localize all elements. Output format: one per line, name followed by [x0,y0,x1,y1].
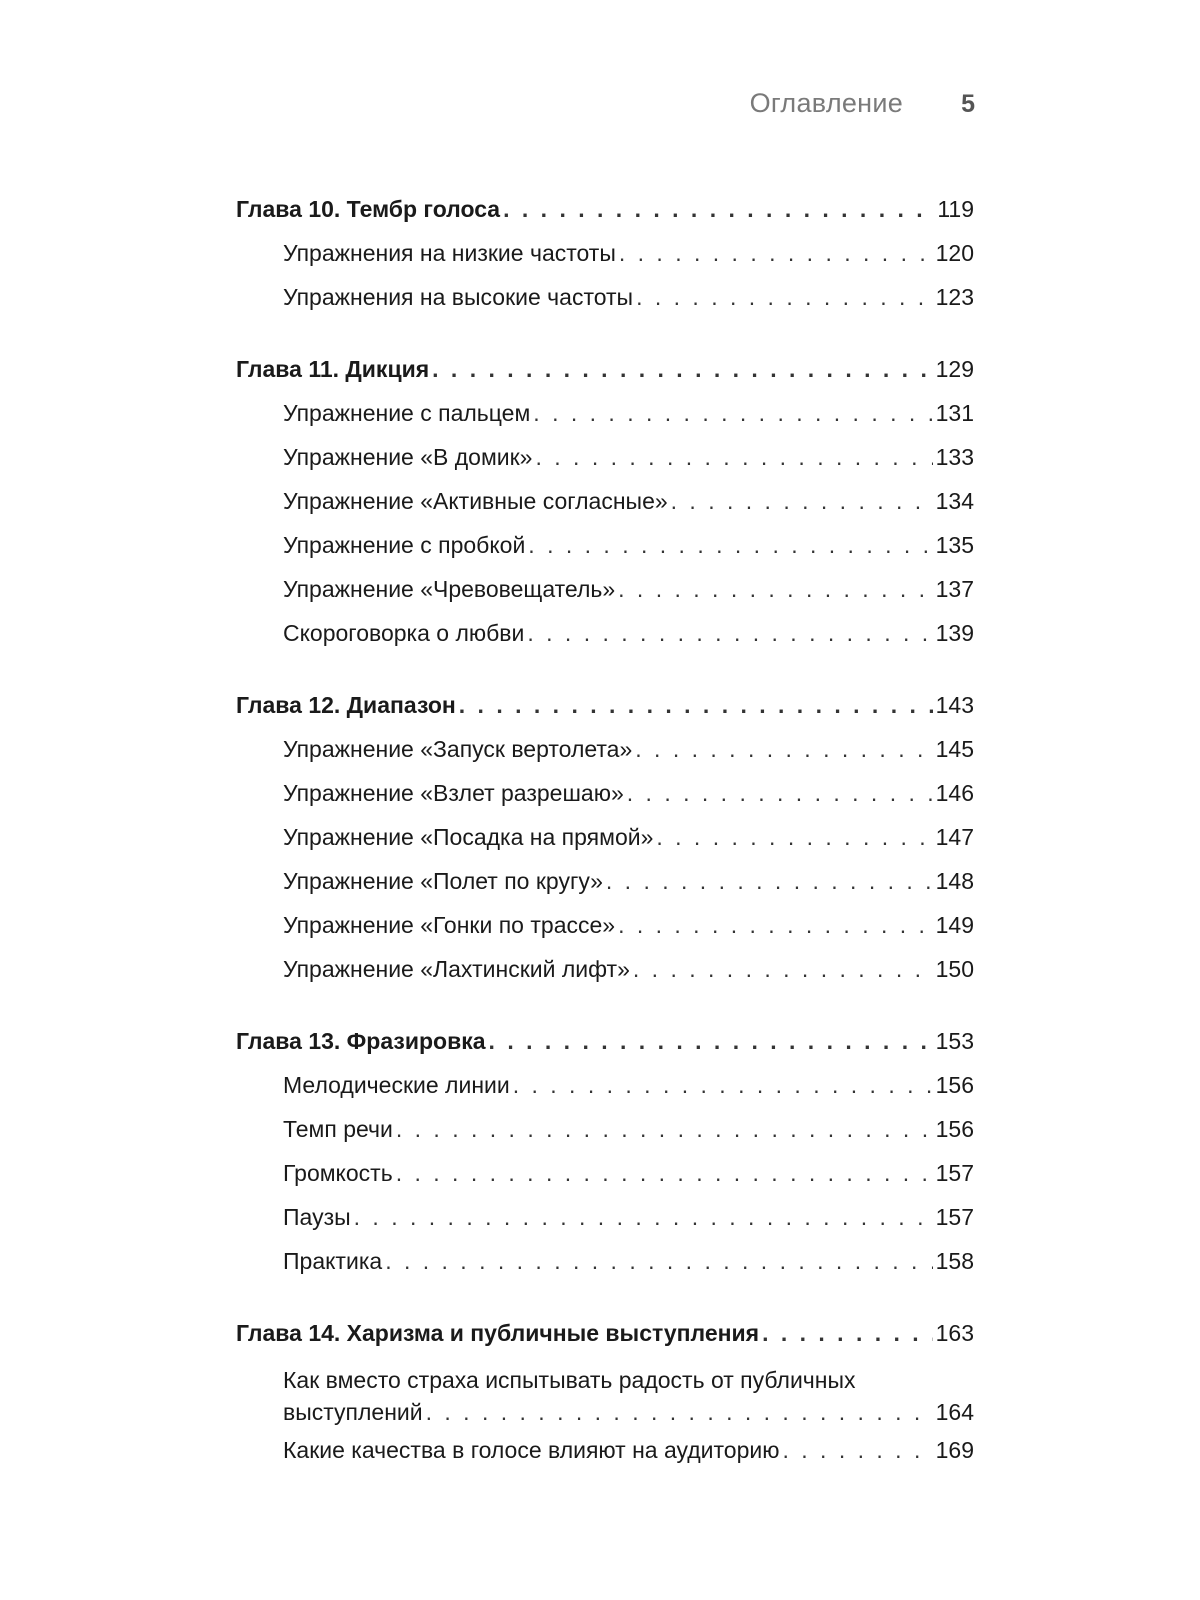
toc-section[interactable] [236,1115,974,1159]
section-title: Упражнение «Взлет разрешаю» [283,780,624,806]
dot-leader [627,779,933,807]
dot-leader [396,1115,933,1143]
chapter-title: Глава 13. Фразировка [236,1028,486,1054]
section-title: Упражнения на низкие частоты [283,240,616,266]
section-title: Паузы [283,1204,351,1230]
running-head-title: Оглавление [749,88,904,118]
section-page: 120 [935,240,974,266]
section-title: Практика [283,1248,383,1274]
toc-chapter-11[interactable] [236,355,974,399]
toc-section[interactable] [236,283,974,327]
toc-chapter-14[interactable] [236,1319,974,1363]
dot-leader [489,1027,933,1055]
toc-section[interactable] [236,443,974,487]
chapter-title: Глава 14. Харизма и публичные выступления [236,1320,760,1346]
dot-leader [528,531,932,559]
chapter-page: 119 [937,196,974,222]
dot-leader [619,239,933,267]
toc-section[interactable] [236,779,974,823]
toc-section[interactable] [236,1203,974,1247]
dot-leader [762,1319,933,1347]
dot-leader [636,283,933,311]
section-page: 139 [935,620,974,646]
section-page: 131 [935,400,974,426]
table-of-contents [236,195,974,1480]
toc-section[interactable] [236,399,974,443]
chapter-page: 143 [935,692,974,718]
section-title: Упражнение «Лахтинский лифт» [283,956,630,982]
toc-chapter-10[interactable] [236,195,974,239]
dot-leader [606,867,933,895]
section-page: 157 [935,1160,974,1186]
dot-leader [396,1159,933,1187]
toc-section[interactable] [236,1071,974,1115]
section-page: 164 [935,1399,974,1425]
chapter-title: Глава 10. Тембр голоса [236,196,501,222]
dot-leader [533,399,932,427]
running-head [700,88,975,128]
section-page: 150 [935,956,974,982]
toc-section[interactable] [236,911,974,955]
chapter-title: Глава 12. Диапазон [236,692,456,718]
section-title: Темп речи [283,1116,393,1142]
section-title: Мелодические линии [283,1072,510,1098]
section-page: 145 [935,736,974,762]
toc-section[interactable] [236,1247,974,1291]
section-title: Громкость [283,1160,393,1186]
dot-leader [535,443,932,471]
chapter-page: 153 [935,1028,974,1054]
toc-section[interactable] [236,487,974,531]
chapter-page: 163 [935,1320,974,1346]
chapter-page: 129 [935,356,974,382]
dot-leader [633,955,933,983]
toc-section[interactable] [236,531,974,575]
section-title: Скороговорка о любви [283,620,525,646]
toc-section[interactable] [236,1436,974,1480]
dot-leader [513,1071,933,1099]
toc-section-multiline[interactable] [236,1363,974,1426]
section-title: Упражнение «Запуск вертолета» [283,736,633,762]
toc-section[interactable] [236,735,974,779]
section-title: Упражнение «Чревовещатель» [283,576,616,602]
section-page: 146 [935,780,974,806]
section-title-line1: Как вместо страха испытывать радость от публичных [283,1367,856,1393]
toc-section[interactable] [236,239,974,283]
section-title-line2: выступлений [283,1399,423,1425]
toc-section[interactable] [236,955,974,999]
section-page: 135 [935,532,974,558]
section-page: 147 [935,824,974,850]
dot-leader [618,911,933,939]
section-page: 156 [935,1072,974,1098]
section-title: Упражнение «В домик» [283,444,533,470]
chapter-title: Глава 11. Дикция [236,356,430,382]
section-page: 149 [935,912,974,938]
dot-leader [635,735,932,763]
dot-leader [354,1203,933,1231]
toc-section[interactable] [236,823,974,867]
dot-leader [527,619,932,647]
section-page: 169 [935,1437,974,1463]
page-number: 5 [961,90,975,118]
section-page: 156 [935,1116,974,1142]
dot-leader [459,691,933,719]
dot-leader [618,575,932,603]
toc-section[interactable] [236,867,974,911]
section-title: Упражнение «Гонки по трассе» [283,912,616,938]
dot-leader [671,487,933,515]
section-title: Упражнение «Полет по кругу» [283,868,603,894]
section-page: 137 [935,576,974,602]
section-title: Упражнение с пальцем [283,400,531,426]
toc-chapter-13[interactable] [236,1027,974,1071]
dot-leader [385,1247,932,1275]
section-title: Упражнение «Посадка на прямой» [283,824,654,850]
section-page: 148 [935,868,974,894]
dot-leader [656,823,932,851]
dot-leader [503,195,934,223]
section-page: 157 [935,1204,974,1230]
section-page: 134 [935,488,974,514]
dot-leader [782,1436,932,1464]
dot-leader [426,1398,933,1426]
toc-section[interactable] [236,619,974,663]
section-page: 133 [935,444,974,470]
toc-section[interactable] [236,1159,974,1203]
toc-section-continued [283,1398,974,1426]
dot-leader [432,355,932,383]
section-title: Какие качества в голосе влияют на аудиторию [283,1437,780,1463]
toc-chapter-12[interactable] [236,691,974,735]
section-page: 158 [935,1248,974,1274]
section-title: Упражнения на высокие частоты [283,284,634,310]
toc-section[interactable] [236,575,974,619]
section-title: Упражнение с пробкой [283,532,526,558]
section-title: Упражнение «Активные согласные» [283,488,668,514]
section-page: 123 [935,284,974,310]
